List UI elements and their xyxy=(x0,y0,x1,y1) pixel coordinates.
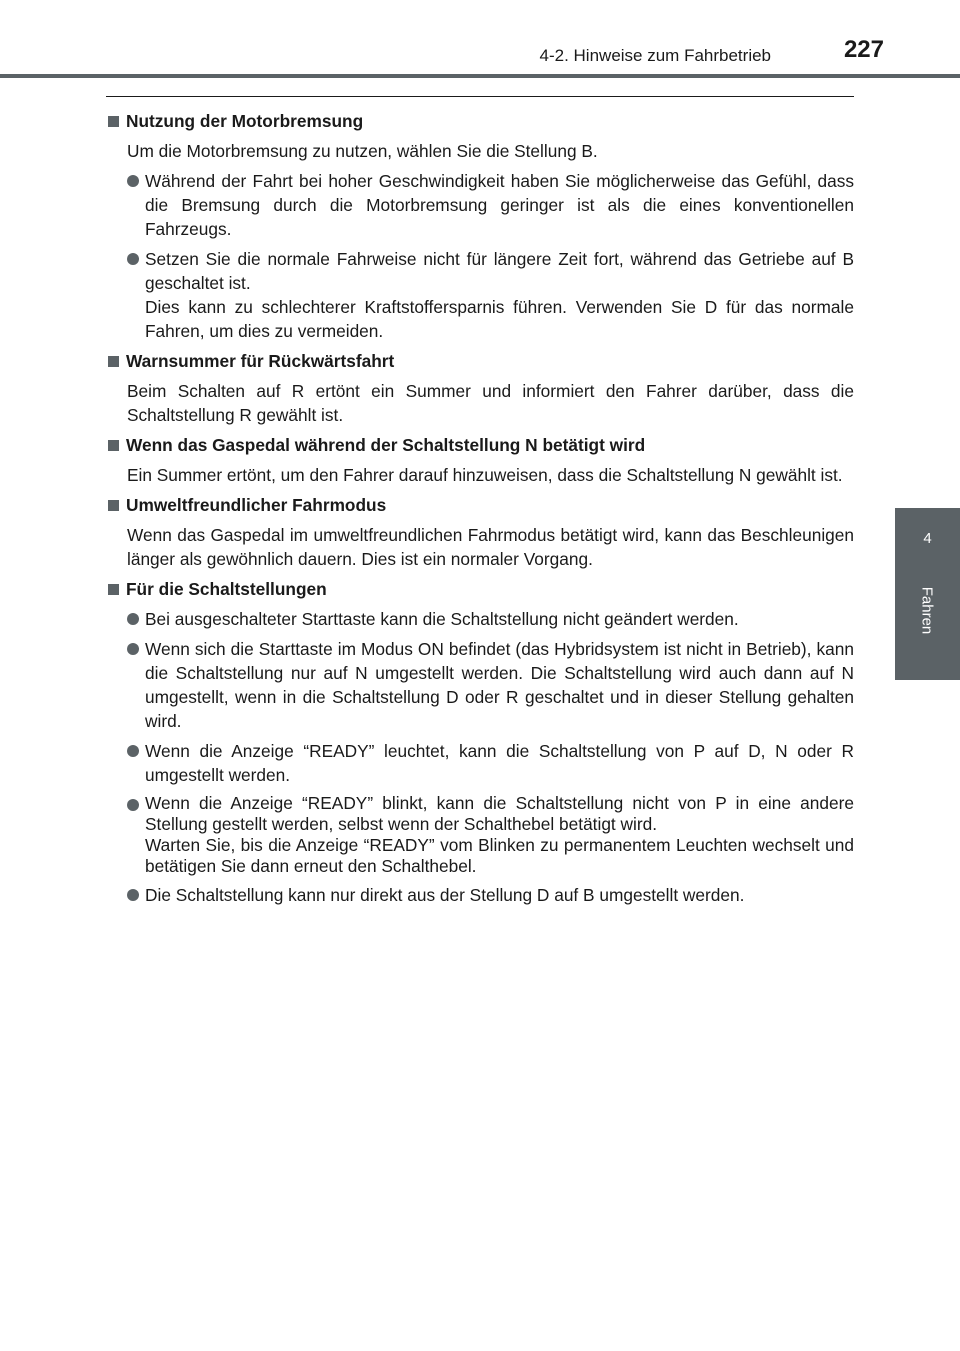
list-item xyxy=(108,247,854,343)
list-item xyxy=(108,607,854,631)
square-bullet-icon xyxy=(108,356,119,367)
section-heading xyxy=(108,349,854,373)
chapter-side-tab xyxy=(895,508,960,680)
list-item-text: Dies kann zu schlechterer Kraftstoffersparnis führen. Verwenden Sie D für das normale Fahren, um dies zu vermeiden. xyxy=(145,297,854,341)
section-schaltstellungen xyxy=(108,577,854,907)
side-tab-number: 4 xyxy=(923,530,932,547)
section-heading xyxy=(108,109,854,133)
circle-bullet-icon xyxy=(127,745,139,757)
section-gaspedal-n xyxy=(108,433,854,487)
section-intro: Um die Motorbremsung zu nutzen, wählen Sie die Stellung B. xyxy=(127,141,598,161)
square-bullet-icon xyxy=(108,500,119,511)
header-bar xyxy=(0,74,960,78)
section-fahrmodus xyxy=(108,493,854,571)
circle-bullet-icon xyxy=(127,889,139,901)
side-tab-label: Fahren xyxy=(918,586,936,635)
list-item xyxy=(108,793,854,877)
circle-bullet-icon xyxy=(127,613,139,625)
circle-bullet-icon xyxy=(127,643,139,655)
section-heading xyxy=(108,577,854,601)
section-heading xyxy=(108,433,854,457)
list-item-text: Wenn sich die Starttaste im Modus ON befindet (das Hybridsystem ist nicht in Betrieb), kann die Schaltstellung nur auf N umgestellt werden. Die Schaltstellung wird auch dann auf N umgestellt, wenn in die Schaltstellung D oder R geschaltet und in dieser Stellung gehalten wird. xyxy=(145,639,854,731)
list-item-text: Wenn die Anzeige “READY” blinkt, kann die Schaltstellung nicht von P in eine andere Stellung gestellt werden, selbst wenn der Schalthebel betätigt wird. xyxy=(145,793,854,834)
list-item-text: Setzen Sie die normale Fahrweise nicht für längere Zeit fort, während das Getriebe auf B geschaltet ist. xyxy=(145,249,854,293)
section-motorbremsung xyxy=(108,109,854,343)
list-item-text: Während der Fahrt bei hoher Geschwindigkeit haben Sie möglicherweise das Gefühl, dass die Bremsung durch die Motorbremsung geringer ist als die eines konventionellen Fahrzeugs. xyxy=(145,171,854,239)
list-item-text: Warten Sie, bis die Anzeige “READY” vom Blinken zu permanentem Leuchten wechselt und betätigen Sie dann erneut den Schalthebel. xyxy=(145,835,854,876)
list-item-text: Bei ausgeschalteter Starttaste kann die Schaltstellung nicht geändert werden. xyxy=(145,609,739,629)
list-item xyxy=(108,739,854,787)
section-heading-text: Für die Schaltstellungen xyxy=(126,579,327,599)
page-number: 227 xyxy=(843,36,884,63)
circle-bullet-icon xyxy=(127,253,139,265)
section-heading-text: Wenn das Gaspedal während der Schaltstellung N betätigt wird xyxy=(126,435,646,455)
square-bullet-icon xyxy=(108,440,119,451)
section-heading-text: Warnsummer für Rückwärtsfahrt xyxy=(126,351,395,371)
circle-bullet-icon xyxy=(127,799,139,811)
content-rule xyxy=(106,96,854,97)
section-heading xyxy=(108,493,854,517)
circle-bullet-icon xyxy=(127,175,139,187)
list-item-text: Die Schaltstellung kann nur direkt aus der Stellung D auf B umgestellt werden. xyxy=(145,885,745,905)
square-bullet-icon xyxy=(108,584,119,595)
section-heading-text: Umweltfreundlicher Fahrmodus xyxy=(126,495,387,515)
list-item xyxy=(108,637,854,733)
page-content xyxy=(108,109,854,913)
section-heading-text: Nutzung der Motorbremsung xyxy=(126,111,364,131)
section-intro: Wenn das Gaspedal im umweltfreundlichen Fahrmodus betätigt wird, kann das Beschleunigen länger als gewöhnlich dauern. Dies ist ein normaler Vorgang. xyxy=(127,525,854,569)
list-item-text: Wenn die Anzeige “READY” leuchtet, kann die Schaltstellung von P auf D, N oder R umgestellt werden. xyxy=(145,741,854,785)
list-item xyxy=(108,169,854,241)
chapter-title: 4-2. Hinweise zum Fahrbetrieb xyxy=(539,46,771,65)
section-intro: Beim Schalten auf R ertönt ein Summer und informiert den Fahrer darüber, dass die Schaltstellung R gewählt ist. xyxy=(127,381,854,425)
section-warnsummer xyxy=(108,349,854,427)
list-item xyxy=(108,883,854,907)
section-intro: Ein Summer ertönt, um den Fahrer darauf hinzuweisen, dass die Schaltstellung N gewählt ist. xyxy=(127,465,843,485)
square-bullet-icon xyxy=(108,116,119,127)
